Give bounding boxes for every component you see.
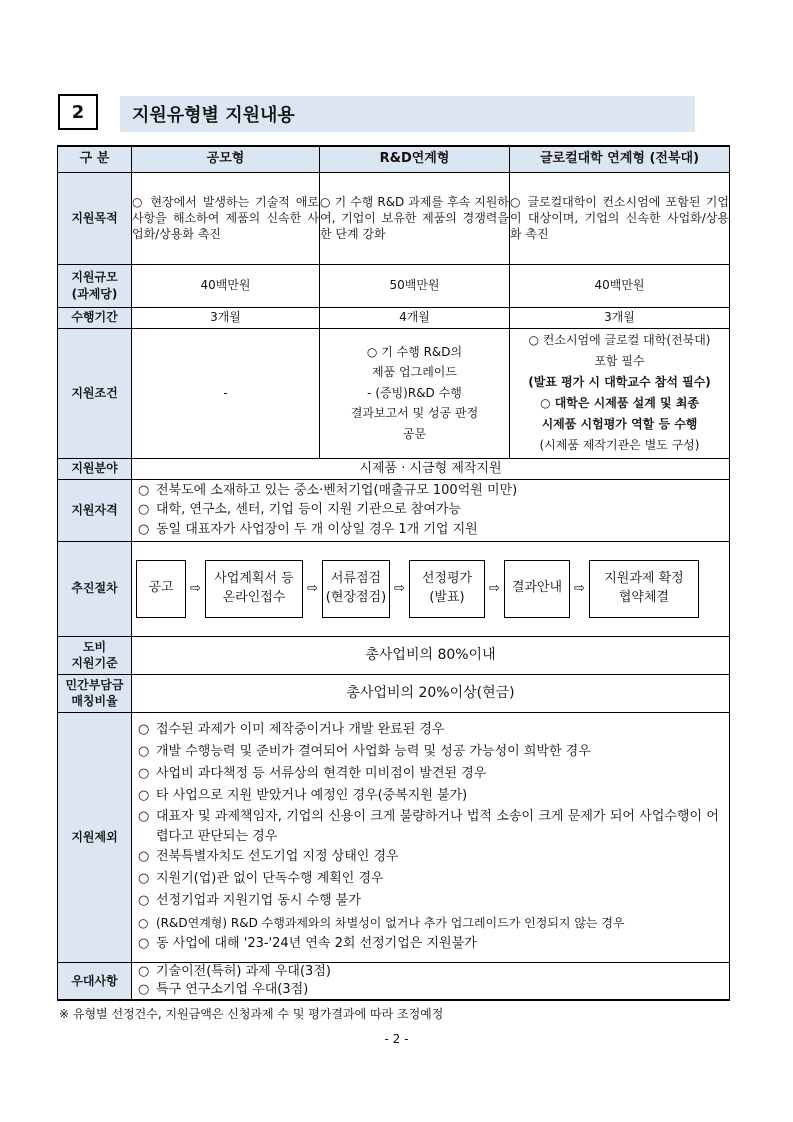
period-col1: 3개월: [132, 307, 320, 328]
list-item: ○ 기술이전(특허) 과제 우대(3점): [138, 963, 331, 979]
province-value: 총사업비의 80%이내: [132, 636, 730, 674]
exclusion-item-5: 대표자 및 과제책임자, 기업의 신용이 크게 불량하거나 법적 소송이 크게 문제가 되어 사업수행이 어렵다고 판단되는 경우: [156, 809, 719, 844]
period-col2: 4개월: [320, 307, 510, 328]
exclusion-item-3: 사업비 과다책정 등 서류상의 현격한 미비점이 발견된 경우: [156, 766, 487, 782]
eligibility-item-3: 동일 대표자가 사업장이 두 개 이상일 경우 1개 기업 지원: [156, 521, 478, 537]
exclusion-item-7: 지원기(업)관 없이 단독수행 계획인 경우: [156, 871, 384, 887]
step-2-line1: 사업계획서 등: [214, 570, 294, 586]
step-3-line2: (현장점검): [325, 589, 387, 605]
exclusion-row: [58, 712, 730, 962]
period-row: [58, 307, 730, 328]
cond3-line6: (시제품 제작기관은 별도 구성): [539, 438, 700, 452]
preference-item-2: 특구 연구소기업 우대(3점): [156, 981, 309, 997]
cond2-line3: - (증빙)R&D 수행: [367, 385, 462, 400]
procedure-label: 추진절차: [58, 541, 132, 636]
cond3-line5: 시제품 시험평가 역할 등 수행: [541, 417, 698, 431]
list-item: ○ 대표자 및 과제책임자, 기업의 신용이 크게 불량하거나 법적 소송이 크게 문제가 되어 사업수행이 어렵다고 판단되는 경우: [138, 809, 719, 844]
province-row: [58, 636, 730, 674]
purpose-col1: [132, 172, 320, 264]
cond2-line4: 결과보고서 및 성공 판정: [350, 406, 479, 421]
arrow-right-icon: ⇨: [574, 580, 585, 596]
exclusion-cell: [132, 712, 730, 962]
arrow-right-icon: ⇨: [307, 580, 318, 596]
exclusion-item-6: 전북특별자치도 선도기업 지정 상태인 경우: [156, 849, 399, 865]
preference-row: [58, 962, 730, 1000]
province-label: [58, 636, 132, 674]
step-3-line1: 서류점검: [330, 570, 382, 586]
step-result: [504, 560, 570, 618]
exclusion-item-4: 타 사업으로 지원 받았거나 예정인 경우(중복지원 불가): [156, 788, 468, 804]
list-item: ○ 전북도에 소재하고 있는 중소·벤처기업(매출규모 100억원 미만): [138, 482, 518, 498]
scale-label: [58, 264, 132, 307]
step-4-line2: (발표): [429, 589, 465, 605]
scale-label-line1: 지원규모: [71, 270, 118, 285]
matching-label: [58, 674, 132, 712]
exclusion-label: 지원제외: [58, 712, 132, 962]
list-item: ○ (R&D연계형) R&D 수행과제와의 차별성이 없거나 추가 업그레이드가 인정되지 않는 경우: [138, 915, 625, 930]
step-4-line1: 선정평가: [421, 570, 473, 586]
step-notice: [136, 560, 186, 618]
cond2-line1: ○ 기 수행 R&D의: [366, 345, 463, 360]
list-item: ○ 개발 수행능력 및 준비가 결여되어 사업화 능력 및 성공 가능성이 희박한 경우: [138, 744, 591, 760]
list-item: ○ 대학, 연구소, 센터, 기업 등이 지원 기관으로 참여가능: [138, 502, 462, 518]
section-number: 2: [58, 94, 98, 130]
bullet: ○: [132, 194, 145, 209]
exclusion-item-1: 접수된 과제가 이미 제작중이거나 개발 완료된 경우: [156, 721, 445, 737]
purpose-text: 기 수행 R&D 과제를 후속 지원하여, 기업이 보유한 제품의 경쟁력을 한 단계 강화: [320, 194, 509, 242]
cond2-line2: 제품 업그레이드: [372, 365, 457, 380]
exclusion-list: [132, 717, 729, 957]
eligibility-row: [58, 479, 730, 541]
conditions-col1: -: [132, 328, 320, 458]
province-label-line1: 도비: [82, 639, 107, 654]
scale-col2: 50백만원: [320, 264, 510, 307]
arrow-right-icon: ⇨: [489, 580, 500, 596]
exclusion-item-10: 동 사업에 대해 '23-'24년 연속 2회 선정기업은 지원불가: [156, 935, 477, 951]
scale-row: [58, 264, 730, 307]
step-agreement: [589, 560, 699, 618]
matching-row: [58, 674, 730, 712]
conditions-label: 지원조건: [58, 328, 132, 458]
list-item: ○ 지원기(업)관 없이 단독수행 계획인 경우: [138, 871, 384, 887]
list-item: ○ 전북특별자치도 선도기업 지정 상태인 경우: [138, 849, 399, 865]
purpose-text: 글로컬대학이 컨소시엄에 포함된 기업이 대상이며, 기업의 신속한 사업화/상용화 촉진: [510, 194, 729, 242]
period-col3: 3개월: [510, 307, 730, 328]
cond2-line5: 공문: [402, 426, 427, 441]
cond3-line2: 포함 필수: [594, 354, 645, 368]
purpose-label: 지원목적: [58, 172, 132, 264]
preference-cell: [132, 962, 730, 1000]
conditions-row: [58, 328, 730, 458]
scale-col1: 40백만원: [132, 264, 320, 307]
purpose-col2: [320, 172, 510, 264]
step-5-text: 결과안내: [511, 580, 563, 596]
header-label: 구 분: [58, 146, 132, 172]
preference-item-1: 기술이전(특허) 과제 우대(3점): [156, 963, 331, 979]
cond3-line4: ○ 대학은 시제품 설계 및 최종: [540, 396, 699, 410]
eligibility-item-1: 전북도에 소재하고 있는 중소·벤처기업(매출규모 100억원 미만): [156, 482, 518, 498]
eligibility-label: 지원자격: [58, 479, 132, 541]
step-6-line2: 협약체결: [618, 589, 670, 605]
list-item: ○ 선정기업과 지원기업 동시 수행 불가: [138, 893, 361, 909]
header-col1: 공모형: [132, 146, 320, 172]
eligibility-cell: [132, 479, 730, 541]
step-2-line2: 온라인접수: [222, 589, 286, 605]
preference-label: 우대사항: [58, 962, 132, 1000]
list-item: ○ 타 사업으로 지원 받았거나 예정인 경우(중복지원 불가): [138, 788, 468, 804]
list-item: ○ 접수된 과제가 이미 제작중이거나 개발 완료된 경우: [138, 721, 445, 737]
eligibility-list: [132, 480, 729, 541]
list-item: ○ 동 사업에 대해 '23-'24년 연속 2회 선정기업은 지원불가: [138, 935, 477, 951]
matching-label-line2: 매칭비율: [71, 694, 118, 708]
header-col2: R&D연계형: [320, 146, 510, 172]
matching-label-line1: 민간부담금: [65, 677, 124, 692]
step-application: [205, 560, 303, 618]
eligibility-item-2: 대학, 연구소, 센터, 기업 등이 지원 기관으로 참여가능: [156, 502, 462, 518]
list-item: ○ 사업비 과다책정 등 서류상의 현격한 미비점이 발견된 경우: [138, 766, 487, 782]
step-6-line1: 지원과제 확정: [604, 570, 684, 586]
field-row: [58, 458, 730, 479]
step-document-check: [322, 560, 390, 618]
procedure-cell: [132, 541, 730, 636]
exclusion-item-8: 선정기업과 지원기업 동시 수행 불가: [156, 893, 361, 909]
cond3-line1: ○ 컨소시엄에 글로컬 대학(전북대): [528, 333, 711, 347]
purpose-col3: [510, 172, 730, 264]
step-evaluation: [409, 560, 485, 618]
field-value: 시제품 · 시금형 제작지원: [132, 458, 730, 479]
conditions-col3: [510, 328, 730, 458]
list-item: ○ 동일 대표자가 사업장이 두 개 이상일 경우 1개 기업 지원: [138, 521, 478, 537]
procedure-flow: [132, 552, 729, 626]
section-title: [120, 96, 695, 132]
procedure-row: [58, 541, 730, 636]
exclusion-item-9: (R&D연계형) R&D 수행과제와의 차별성이 없거나 추가 업그레이드가 인정되지 않는 경우: [156, 915, 625, 930]
bullet: ○: [510, 194, 523, 209]
conditions-col2: [320, 328, 510, 458]
footnote: ※ 유형별 선정건수, 지원금액은 신청과제 수 및 평가결과에 따라 조정예정: [59, 1007, 444, 1021]
matching-value: 총사업비의 20%이상(현금): [132, 674, 730, 712]
header-col3: 글로컬대학 연계형 (전북대): [510, 146, 730, 172]
list-item: ○ 특구 연구소기업 우대(3점): [138, 981, 309, 997]
step-1-text: 공고: [148, 580, 174, 596]
arrow-right-icon: ⇨: [394, 580, 405, 596]
support-table: [57, 145, 730, 1001]
page-number: - 2 -: [384, 1032, 409, 1046]
period-label: 수행기간: [58, 307, 132, 328]
preference-list: [132, 963, 729, 999]
bullet: ○: [320, 194, 331, 209]
purpose-row: [58, 172, 730, 264]
cond3-line3: (발표 평가 시 대학교수 참석 필수): [528, 375, 711, 389]
scale-col3: 40백만원: [510, 264, 730, 307]
province-label-line2: 지원기준: [71, 656, 118, 670]
field-label: 지원분야: [58, 458, 132, 479]
purpose-text: 현장에서 발생하는 기술적 애로사항을 해소하여 제품의 신속한 사업화/상용화 촉진: [132, 194, 319, 242]
arrow-right-icon: ⇨: [190, 580, 201, 596]
header-row: [58, 146, 730, 172]
exclusion-item-2: 개발 수행능력 및 준비가 결여되어 사업화 능력 및 성공 가능성이 희박한 경우: [156, 744, 591, 760]
section-title-text: 지원유형별 지원내용: [132, 105, 295, 126]
scale-label-line2: (과제당): [71, 286, 118, 301]
